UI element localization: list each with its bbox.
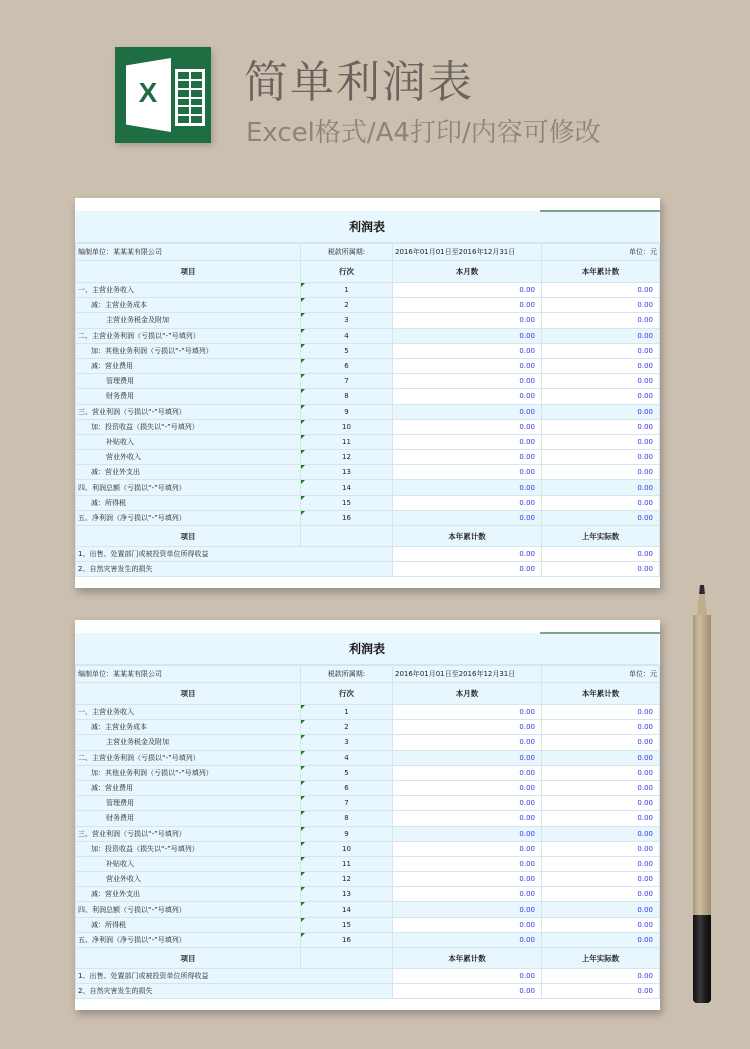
ytd-value-cell[interactable]: 0.00 xyxy=(542,902,660,917)
seq-cell[interactable]: 13 xyxy=(301,465,393,480)
month-value-cell[interactable]: 0.00 xyxy=(393,917,542,932)
month-value-cell[interactable]: 0.00 xyxy=(393,495,542,510)
seq-cell[interactable]: 8 xyxy=(301,811,393,826)
item-cell[interactable]: 主营业务税金及附加 xyxy=(76,313,301,328)
seq-cell[interactable]: 15 xyxy=(301,495,393,510)
ytd-value-cell[interactable]: 0.00 xyxy=(542,283,660,298)
seq-cell[interactable]: 1 xyxy=(301,705,393,720)
profit-table xyxy=(75,665,660,999)
header-item[interactable]: 项目 xyxy=(76,683,301,705)
table-row xyxy=(76,465,660,480)
month-value-cell[interactable]: 0.00 xyxy=(393,358,542,373)
item-cell[interactable]: 五、净利润（净亏损以“-”号填列） xyxy=(76,932,301,947)
item-cell[interactable]: 管理费用 xyxy=(76,374,301,389)
item-cell[interactable]: 营业外收入 xyxy=(76,450,301,465)
ytd-value-cell[interactable]: 0.00 xyxy=(542,480,660,495)
footer-header-row xyxy=(76,526,660,547)
ytd-value-cell[interactable]: 0.00 xyxy=(542,735,660,750)
item-cell[interactable]: 加：其他业务利润（亏损以“-”号填列） xyxy=(76,343,301,358)
item-cell[interactable]: 补贴收入 xyxy=(76,434,301,449)
seq-cell[interactable]: 10 xyxy=(301,419,393,434)
pencil-tip xyxy=(697,585,707,615)
footer-ytd-cell[interactable]: 0.00 xyxy=(393,562,542,577)
footer-header-prior[interactable]: 上年实际数 xyxy=(542,948,660,969)
excel-icon-grid xyxy=(175,69,205,126)
ytd-value-cell[interactable]: 0.00 xyxy=(542,434,660,449)
seq-cell[interactable]: 4 xyxy=(301,750,393,765)
item-cell[interactable]: 减：营业费用 xyxy=(76,358,301,373)
item-cell[interactable]: 一、主营业务收入 xyxy=(76,705,301,720)
table-row xyxy=(76,872,660,887)
footer-row xyxy=(76,984,660,999)
footer-item-cell[interactable]: 1、出售、处置部门或被投资单位所得收益 xyxy=(76,547,393,562)
footer-header-item[interactable]: 项目 xyxy=(76,948,301,969)
table-row xyxy=(76,902,660,917)
item-cell[interactable]: 四、利润总额（亏损以“-”号填列） xyxy=(76,480,301,495)
table-row xyxy=(76,358,660,373)
month-value-cell[interactable]: 0.00 xyxy=(393,811,542,826)
seq-cell[interactable]: 3 xyxy=(301,313,393,328)
table-row xyxy=(76,283,660,298)
footer-item-cell[interactable]: 2、自然灾害发生的损失 xyxy=(76,562,393,577)
month-value-cell[interactable]: 0.00 xyxy=(393,480,542,495)
seq-cell[interactable]: 16 xyxy=(301,932,393,947)
profit-table xyxy=(75,243,660,577)
ytd-value-cell[interactable]: 0.00 xyxy=(542,826,660,841)
month-value-cell[interactable]: 0.00 xyxy=(393,932,542,947)
ytd-value-cell[interactable]: 0.00 xyxy=(542,328,660,343)
seq-cell[interactable]: 7 xyxy=(301,374,393,389)
footer-header-ytd[interactable]: 本年累计数 xyxy=(393,526,542,547)
item-cell[interactable]: 减：营业费用 xyxy=(76,780,301,795)
period-label[interactable]: 税款所属期: xyxy=(301,666,393,683)
header-ytd[interactable]: 本年累计数 xyxy=(542,261,660,283)
month-value-cell[interactable]: 0.00 xyxy=(393,826,542,841)
table-row xyxy=(76,434,660,449)
footer-header-prior[interactable]: 上年实际数 xyxy=(542,526,660,547)
period-value[interactable]: 2016年01月01日至2016年12月31日 xyxy=(393,244,542,261)
month-value-cell[interactable]: 0.00 xyxy=(393,735,542,750)
month-value-cell[interactable]: 0.00 xyxy=(393,450,542,465)
seq-cell[interactable]: 12 xyxy=(301,872,393,887)
footer-header-empty[interactable] xyxy=(301,948,393,969)
table-row xyxy=(76,495,660,510)
unit-label[interactable]: 单位：元 xyxy=(542,666,660,683)
table-row xyxy=(76,887,660,902)
month-value-cell[interactable]: 0.00 xyxy=(393,902,542,917)
header-row xyxy=(76,683,660,705)
info-row xyxy=(76,666,660,683)
item-cell[interactable]: 减：所得税 xyxy=(76,495,301,510)
table-row xyxy=(76,705,660,720)
header-month[interactable]: 本月数 xyxy=(393,261,542,283)
seq-cell[interactable]: 10 xyxy=(301,841,393,856)
seq-cell[interactable]: 16 xyxy=(301,510,393,525)
ytd-value-cell[interactable]: 0.00 xyxy=(542,872,660,887)
table-row xyxy=(76,780,660,795)
profit-statement-sheet-1 xyxy=(75,198,660,588)
seq-cell[interactable]: 12 xyxy=(301,450,393,465)
company-label[interactable]: 编制单位：某某某有限公司 xyxy=(76,666,301,683)
footer-prior-cell[interactable]: 0.00 xyxy=(542,547,660,562)
ytd-value-cell[interactable]: 0.00 xyxy=(542,841,660,856)
table-row xyxy=(76,343,660,358)
seq-cell[interactable]: 11 xyxy=(301,856,393,871)
table-row xyxy=(76,510,660,525)
footer-header-empty[interactable] xyxy=(301,526,393,547)
item-cell[interactable]: 管理费用 xyxy=(76,796,301,811)
item-cell[interactable]: 加：投资收益（损失以“-”号填列） xyxy=(76,841,301,856)
ytd-value-cell[interactable]: 0.00 xyxy=(542,765,660,780)
pencil-icon xyxy=(693,585,711,1005)
ytd-value-cell[interactable]: 0.00 xyxy=(542,495,660,510)
month-value-cell[interactable]: 0.00 xyxy=(393,328,542,343)
table-row xyxy=(76,856,660,871)
ytd-value-cell[interactable]: 0.00 xyxy=(542,917,660,932)
ytd-value-cell[interactable]: 0.00 xyxy=(542,811,660,826)
company-label[interactable]: 编制单位：某某某有限公司 xyxy=(76,244,301,261)
ytd-value-cell[interactable]: 0.00 xyxy=(542,343,660,358)
seq-cell[interactable]: 2 xyxy=(301,720,393,735)
excel-icon xyxy=(115,47,211,143)
ytd-value-cell[interactable]: 0.00 xyxy=(542,404,660,419)
footer-ytd-cell[interactable]: 0.00 xyxy=(393,547,542,562)
table-row xyxy=(76,313,660,328)
month-value-cell[interactable]: 0.00 xyxy=(393,872,542,887)
seq-cell[interactable]: 6 xyxy=(301,358,393,373)
seq-cell[interactable]: 1 xyxy=(301,283,393,298)
ytd-value-cell[interactable]: 0.00 xyxy=(542,887,660,902)
item-cell[interactable]: 五、净利润（净亏损以“-”号填列） xyxy=(76,510,301,525)
ytd-value-cell[interactable]: 0.00 xyxy=(542,705,660,720)
footer-prior-cell[interactable]: 0.00 xyxy=(542,984,660,999)
ytd-value-cell[interactable]: 0.00 xyxy=(542,856,660,871)
ytd-value-cell[interactable]: 0.00 xyxy=(542,720,660,735)
table-row xyxy=(76,735,660,750)
seq-cell[interactable]: 2 xyxy=(301,298,393,313)
item-cell[interactable]: 减：主营业务成本 xyxy=(76,298,301,313)
table-row xyxy=(76,841,660,856)
ytd-value-cell[interactable]: 0.00 xyxy=(542,465,660,480)
seq-cell[interactable]: 7 xyxy=(301,796,393,811)
item-cell[interactable]: 减：所得税 xyxy=(76,917,301,932)
pencil-end xyxy=(693,915,711,1003)
page-subtitle: Excel格式/A4打印/内容可修改 xyxy=(246,118,601,148)
item-cell[interactable]: 三、营业利润（亏损以“-”号填列） xyxy=(76,404,301,419)
table-row xyxy=(76,811,660,826)
item-cell[interactable]: 三、营业利润（亏损以“-”号填列） xyxy=(76,826,301,841)
unit-label[interactable]: 单位：元 xyxy=(542,244,660,261)
table-row xyxy=(76,389,660,404)
item-cell[interactable]: 减：营业外支出 xyxy=(76,887,301,902)
footer-ytd-cell[interactable]: 0.00 xyxy=(393,969,542,984)
ytd-value-cell[interactable]: 0.00 xyxy=(542,313,660,328)
item-cell[interactable]: 营业外收入 xyxy=(76,872,301,887)
item-cell[interactable]: 二、主营业务利润（亏损以“-”号填列） xyxy=(76,328,301,343)
seq-cell[interactable]: 5 xyxy=(301,765,393,780)
header-seq[interactable]: 行次 xyxy=(301,683,393,705)
page-title: 简单利润表 xyxy=(244,57,474,108)
seq-cell[interactable]: 9 xyxy=(301,404,393,419)
item-cell[interactable]: 二、主营业务利润（亏损以“-”号填列） xyxy=(76,750,301,765)
footer-ytd-cell[interactable]: 0.00 xyxy=(393,984,542,999)
month-value-cell[interactable]: 0.00 xyxy=(393,313,542,328)
header-ytd[interactable]: 本年累计数 xyxy=(542,683,660,705)
item-cell[interactable]: 财务费用 xyxy=(76,389,301,404)
ytd-value-cell[interactable]: 0.00 xyxy=(542,796,660,811)
ytd-value-cell[interactable]: 0.00 xyxy=(542,510,660,525)
ytd-value-cell[interactable]: 0.00 xyxy=(542,419,660,434)
seq-cell[interactable]: 5 xyxy=(301,343,393,358)
ytd-value-cell[interactable]: 0.00 xyxy=(542,298,660,313)
seq-cell[interactable]: 11 xyxy=(301,434,393,449)
seq-cell[interactable]: 15 xyxy=(301,917,393,932)
table-row xyxy=(76,404,660,419)
item-cell[interactable]: 四、利润总额（亏损以“-”号填列） xyxy=(76,902,301,917)
profit-statement-sheet-2 xyxy=(75,620,660,1010)
sheet-title: 利润表 xyxy=(348,220,385,234)
header-seq[interactable]: 行次 xyxy=(301,261,393,283)
ytd-value-cell[interactable]: 0.00 xyxy=(542,374,660,389)
month-value-cell[interactable]: 0.00 xyxy=(393,720,542,735)
table-row xyxy=(76,750,660,765)
month-value-cell[interactable]: 0.00 xyxy=(393,343,542,358)
month-value-cell[interactable]: 0.00 xyxy=(393,389,542,404)
month-value-cell[interactable]: 0.00 xyxy=(393,298,542,313)
item-cell[interactable]: 主营业务税金及附加 xyxy=(76,735,301,750)
header-month[interactable]: 本月数 xyxy=(393,683,542,705)
seq-cell[interactable]: 13 xyxy=(301,887,393,902)
footer-row xyxy=(76,969,660,984)
table-row xyxy=(76,917,660,932)
month-value-cell[interactable]: 0.00 xyxy=(393,283,542,298)
table-row xyxy=(76,480,660,495)
ytd-value-cell[interactable]: 0.00 xyxy=(542,932,660,947)
header-item[interactable]: 项目 xyxy=(76,261,301,283)
month-value-cell[interactable]: 0.00 xyxy=(393,705,542,720)
seq-cell[interactable]: 4 xyxy=(301,328,393,343)
ytd-value-cell[interactable]: 0.00 xyxy=(542,450,660,465)
seq-cell[interactable]: 9 xyxy=(301,826,393,841)
month-value-cell[interactable]: 0.00 xyxy=(393,750,542,765)
ytd-value-cell[interactable]: 0.00 xyxy=(542,389,660,404)
table-row xyxy=(76,419,660,434)
month-value-cell[interactable]: 0.00 xyxy=(393,796,542,811)
footer-header-item[interactable]: 项目 xyxy=(76,526,301,547)
item-cell[interactable]: 加：投资收益（损失以“-”号填列） xyxy=(76,419,301,434)
period-value[interactable]: 2016年01月01日至2016年12月31日 xyxy=(393,666,542,683)
sheet-title: 利润表 xyxy=(348,642,385,656)
item-cell[interactable]: 补贴收入 xyxy=(76,856,301,871)
footer-item-cell[interactable]: 1、出售、处置部门或被投资单位所得收益 xyxy=(76,969,393,984)
item-cell[interactable]: 减：主营业务成本 xyxy=(76,720,301,735)
table-row xyxy=(76,298,660,313)
seq-cell[interactable]: 6 xyxy=(301,780,393,795)
info-row xyxy=(76,244,660,261)
period-label[interactable]: 税款所属期: xyxy=(301,244,393,261)
month-value-cell[interactable]: 0.00 xyxy=(393,434,542,449)
month-value-cell[interactable]: 0.00 xyxy=(393,374,542,389)
item-cell[interactable]: 加：其他业务利润（亏损以“-”号填列） xyxy=(76,765,301,780)
month-value-cell[interactable]: 0.00 xyxy=(393,856,542,871)
month-value-cell[interactable]: 0.00 xyxy=(393,765,542,780)
month-value-cell[interactable]: 0.00 xyxy=(393,419,542,434)
table-row xyxy=(76,450,660,465)
footer-prior-cell[interactable]: 0.00 xyxy=(542,562,660,577)
pencil-body xyxy=(693,615,711,915)
excel-icon-letter: X xyxy=(138,77,158,108)
month-value-cell[interactable]: 0.00 xyxy=(393,780,542,795)
item-cell[interactable]: 一、主营业务收入 xyxy=(76,283,301,298)
seq-cell[interactable]: 3 xyxy=(301,735,393,750)
ytd-value-cell[interactable]: 0.00 xyxy=(542,358,660,373)
item-cell[interactable]: 财务费用 xyxy=(76,811,301,826)
month-value-cell[interactable]: 0.00 xyxy=(393,887,542,902)
item-cell[interactable]: 减：营业外支出 xyxy=(76,465,301,480)
footer-header-ytd[interactable]: 本年累计数 xyxy=(393,948,542,969)
footer-row xyxy=(76,547,660,562)
seq-cell[interactable]: 14 xyxy=(301,480,393,495)
month-value-cell[interactable]: 0.00 xyxy=(393,841,542,856)
header-row xyxy=(76,261,660,283)
footer-prior-cell[interactable]: 0.00 xyxy=(542,969,660,984)
table-row xyxy=(76,374,660,389)
table-row xyxy=(76,826,660,841)
table-row xyxy=(76,328,660,343)
ytd-value-cell[interactable]: 0.00 xyxy=(542,780,660,795)
footer-item-cell[interactable]: 2、自然灾害发生的损失 xyxy=(76,984,393,999)
table-row xyxy=(76,932,660,947)
seq-cell[interactable]: 14 xyxy=(301,902,393,917)
table-row xyxy=(76,765,660,780)
table-row xyxy=(76,720,660,735)
month-value-cell[interactable]: 0.00 xyxy=(393,510,542,525)
month-value-cell[interactable]: 0.00 xyxy=(393,465,542,480)
ytd-value-cell[interactable]: 0.00 xyxy=(542,750,660,765)
table-row xyxy=(76,796,660,811)
seq-cell[interactable]: 8 xyxy=(301,389,393,404)
footer-row xyxy=(76,562,660,577)
footer-header-row xyxy=(76,948,660,969)
month-value-cell[interactable]: 0.00 xyxy=(393,404,542,419)
